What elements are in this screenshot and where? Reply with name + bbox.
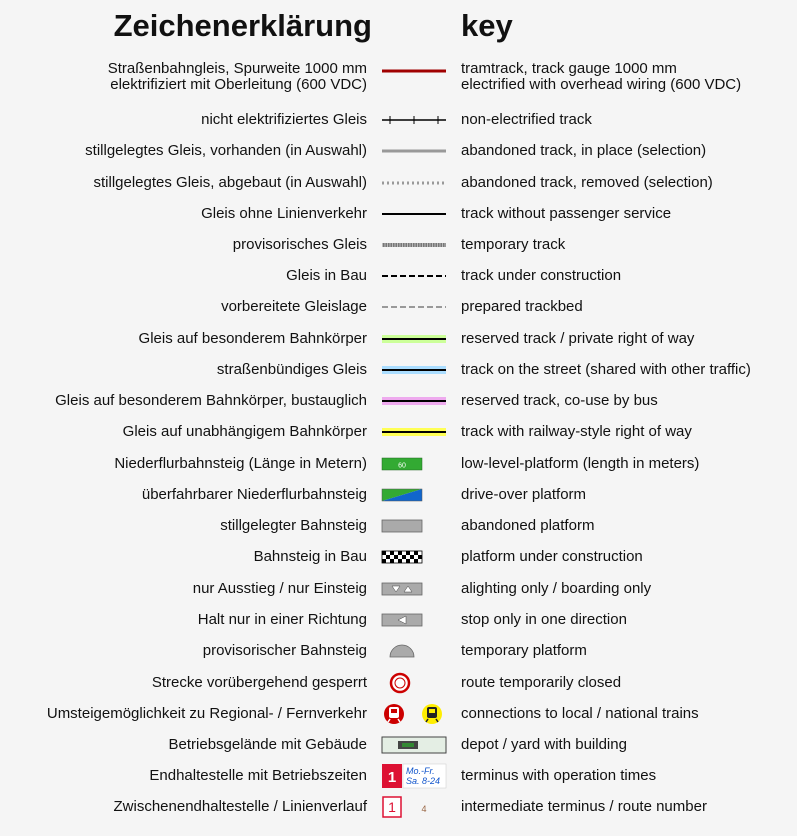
legend-label-de: vorbereitete Gleislage [221, 298, 367, 315]
legend-symbol-tramtrack [382, 59, 446, 83]
legend-label-en: intermediate terminus / route number [461, 798, 707, 815]
legend-label-en: temporary track [461, 236, 566, 253]
abandoned-platform-icon [382, 520, 422, 532]
legend-row-temporary [0, 233, 797, 257]
legend-label-de: Niederflurbahnsteig (Länge in Metern) [114, 455, 367, 472]
legend-symbol-drive-over [382, 483, 446, 507]
gray-dashed-line-icon [382, 295, 446, 319]
intermediate-badge-label: 1 [388, 799, 396, 815]
legend-row-abandoned-platform [0, 514, 797, 538]
legend-row-abandoned-in-place [0, 139, 797, 163]
intermediate-icon [382, 795, 446, 819]
legend-label-de: provisorischer Bahnsteig [202, 642, 367, 659]
legend-row-independent [0, 420, 797, 444]
legend-row-platform-construction [0, 545, 797, 569]
legend-label-en: low-level-platform (length in meters) [461, 455, 700, 472]
terminus-badge-label: 1 [387, 769, 397, 786]
legend-label-en: temporary platform [461, 642, 587, 659]
closed-circle-icon [382, 671, 446, 695]
legend-label-de: Halt nur in einer Richtung [197, 611, 367, 628]
legend-symbol-temporary-platform [382, 639, 446, 663]
legend-symbol-no-service [382, 202, 446, 226]
legend-row-drive-over [0, 483, 797, 507]
legend-symbol-temporary [382, 233, 446, 257]
legend-symbol-depot [382, 733, 446, 757]
legend-label-de: stillgelegtes Gleis, abgebaut (in Auswahl) [93, 174, 367, 191]
legend-label-de: überfahrbarer Niederflurbahnsteig [141, 486, 367, 503]
legend-symbol-under-construction [382, 264, 446, 288]
legend-symbol-reserved [382, 327, 446, 351]
legend-label-de: Endhaltestelle mit Betriebszeiten [149, 767, 367, 784]
legend-symbol-one-direction [382, 608, 446, 632]
legend-label-de: nur Ausstieg / nur Einsteig [192, 580, 367, 597]
legend-label-de: stillgelegtes Gleis, vorhanden (in Auswahl) [85, 142, 367, 159]
ticked-line-icon [382, 108, 446, 132]
legend-label-de: Straßenbahngleis, Spurweite 1000 mm elektrifiziert mit Oberleitung (600 VDC) [107, 60, 367, 93]
legend-symbol-abandoned-platform [382, 514, 446, 538]
legend-symbol-abandoned-removed [382, 171, 446, 195]
hatched-line-icon [382, 233, 446, 257]
legend-row-tramtrack [0, 60, 797, 93]
line-yellow-halo-icon [382, 420, 446, 444]
legend-label-en: platform under construction [461, 548, 643, 565]
legend-row-one-direction [0, 608, 797, 632]
legend-row-no-service [0, 202, 797, 226]
gray-line-icon [382, 139, 446, 163]
legend-row-non-electrified [0, 108, 797, 132]
legend-label-de: Gleis auf besonderem Bahnkörper [138, 330, 367, 347]
gray-dotted-line-icon [382, 171, 446, 195]
legend-row-reserved [0, 327, 797, 351]
legend-row-route-closed [0, 671, 797, 695]
legend-label-en: track on the street (shared with other traffic) [461, 361, 751, 378]
legend-row-prepared [0, 295, 797, 319]
legend-symbol-abandoned-in-place [382, 139, 446, 163]
closed-route-inner-icon [395, 678, 405, 688]
legend-label-en: reserved track, co-use by bus [461, 392, 658, 409]
legend-symbol-platform-construction [382, 545, 446, 569]
green-blue-platform-icon [382, 483, 446, 507]
legend-label-de: Gleis ohne Linienverkehr [201, 205, 367, 222]
title-english: key [461, 8, 513, 43]
gray-platform-icon [382, 514, 446, 538]
legend-symbol-connections [382, 702, 446, 726]
legend-label-en: depot / yard with building [461, 736, 627, 753]
legend-label-en: track with railway-style right of way [461, 423, 692, 440]
legend-row-alight-board [0, 577, 797, 601]
legend-row-intermediate [0, 795, 797, 819]
legend-label-en: abandoned platform [461, 517, 595, 534]
legend-row-terminus [0, 764, 797, 788]
operation-times-label: Mo.-Fr. [406, 766, 435, 776]
checkered-platform-icon [382, 545, 446, 569]
legend-symbol-reserved-bus [382, 389, 446, 413]
legend-label-de: stillgelegter Bahnsteig [220, 517, 367, 534]
line-blue-halo-icon [382, 358, 446, 382]
legend-label-de: Betriebsgelände mit Gebäude [168, 736, 367, 753]
legend-row-low-platform [0, 452, 797, 476]
legend-label-de: Umsteigemöglichkeit zu Regional- / Fernverkehr [46, 705, 367, 722]
legend-symbol-terminus [382, 764, 446, 788]
black-dashed-line-icon [382, 264, 446, 288]
legend-row-abandoned-removed [0, 171, 797, 195]
legend-label-de: Gleis auf besonderem Bahnkörper, bustauglich [55, 392, 367, 409]
legend-row-reserved-bus [0, 389, 797, 413]
legend-label-en: reserved track / private right of way [461, 330, 695, 347]
legend-label-de: straßenbündiges Gleis [216, 361, 367, 378]
depot-icon [382, 733, 446, 757]
legend-label-en: tramtrack, track gauge 1000 mm electrified with overhead wiring (600 VDC) [461, 60, 742, 93]
legend-symbol-low-platform [382, 452, 446, 476]
depot-building-roof-icon [402, 743, 414, 747]
legend-label-en: track without passenger service [461, 205, 672, 222]
black-line-icon [382, 202, 446, 226]
route-number-label: 4 [421, 804, 427, 814]
legend-symbol-alight-board [382, 577, 446, 601]
legend-label-en: connections to local / national trains [461, 705, 699, 722]
legend-row-connections [0, 702, 797, 726]
legend-label-en: non-electrified track [461, 111, 592, 128]
legend-label-en: abandoned track, removed (selection) [461, 174, 713, 191]
legend-label-en: prepared trackbed [461, 298, 583, 315]
legend-label-en: alighting only / boarding only [461, 580, 652, 597]
legend-symbol-intermediate [382, 795, 446, 819]
legend-label-de: Bahnsteig in Bau [253, 548, 367, 565]
temporary-platform-icon [390, 645, 414, 657]
red-line-icon [382, 59, 446, 83]
local-train-icon [384, 704, 404, 724]
legend-label-en: terminus with operation times [461, 767, 657, 784]
platform-length-label: 60 [398, 462, 406, 470]
legend-label-en: stop only in one direction [461, 611, 627, 628]
title-german: Zeichenerklärung [113, 8, 372, 43]
legend-symbol-street [382, 358, 446, 382]
legend-label-de: nicht elektrifiziertes Gleis [201, 111, 367, 128]
legend-row-street [0, 358, 797, 382]
legend-symbol-route-closed [382, 671, 446, 695]
green-platform-icon [382, 452, 446, 476]
half-circle-icon [382, 639, 446, 663]
checkered-platform-icon [382, 551, 422, 563]
legend-symbol-independent [382, 420, 446, 444]
platform-icon [382, 583, 422, 595]
line-green-halo-icon [382, 327, 446, 351]
legend-label-de: Zwischenendhaltestelle / Linienverlauf [113, 798, 367, 815]
legend-label-en: drive-over platform [461, 486, 587, 503]
legend-label-de: Gleis auf unabhängigem Bahnkörper [122, 423, 367, 440]
line-violet-halo-icon [382, 389, 446, 413]
legend-label-de: Strecke vorübergehend gesperrt [151, 674, 367, 691]
legend-symbol-prepared [382, 295, 446, 319]
train-icons-icon [382, 702, 446, 726]
operation-times-label: Sa. 8-24 [406, 776, 441, 786]
legend-row-under-construction [0, 264, 797, 288]
national-train-icon [422, 704, 442, 724]
legend-label-en: track under construction [461, 267, 622, 284]
legend-label-en: route temporarily closed [461, 674, 622, 691]
terminus-icon [382, 764, 446, 788]
legend-label-de: Gleis in Bau [286, 267, 367, 284]
legend-symbol-non-electrified [382, 108, 446, 132]
platform-arrow-icon [382, 608, 446, 632]
legend-label-en: abandoned track, in place (selection) [461, 142, 707, 159]
legend-label-de: provisorisches Gleis [232, 236, 367, 253]
platform-triangles-icon [382, 577, 446, 601]
legend-row-depot [0, 733, 797, 757]
legend-row-temporary-platform [0, 639, 797, 663]
